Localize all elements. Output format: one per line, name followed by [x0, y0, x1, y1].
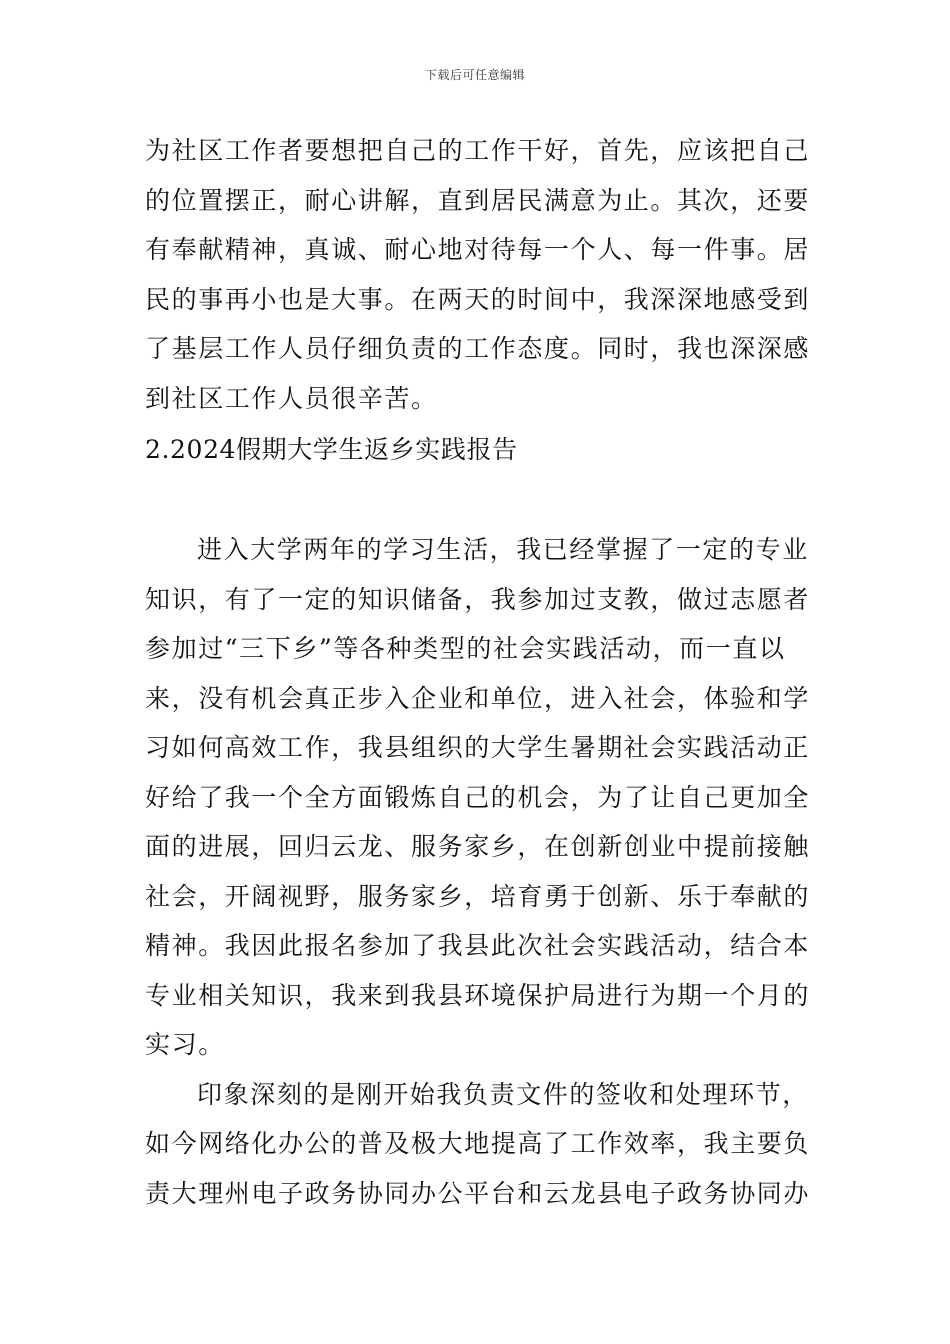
continued-paragraph — [145, 126, 810, 423]
paragraph-impression: 印象深刻的是刚开始我负责文件的签收和处理环节，如今网络化办公的普及极大地提高了工作效率，我主要负责大理州电子政务协同办公平台和云龙县电子政务协同办 — [145, 1079, 811, 1208]
paragraph-text: 为社区工作者要想把自己的工作干好，首先，应该把自己的位置摆正，耐心讲解，直到居民满意为止。其次，还要有奉献精神，真诚、耐心地对待每一个人、每一件事。居民的事再小也是大事。在两天的时间中，我深深地感受到了基层工作人员仔细负责的工作态度。同时，我也深深感到社区工作人员很辛苦。 — [145, 136, 811, 413]
paragraph-intro: 进入大学两年的学习生活，我已经掌握了一定的专业知识，有了一定的知识储备，我参加过支教，做过志愿者参加过“三下乡”等各种类型的社会实践活动，而一直以来，没有机会真正步入企业和单位，进入社会，体验和学习如何高效工作，我县组织的大学生暑期社会实践活动正好给了我一个全方面锻炼自己的机会，为了让自己更加全面的进展，回归云龙、服务家乡，在创新创业中提前接触社会，开阔视野，服务家乡，培育勇于创新、乐于奉献的精神。我因此报名参加了我县此次社会实践活动，结合本专业相关知识，我来到我县环境保护局进行为期一个月的实习。 — [145, 535, 811, 1059]
section-heading: 2.2024假期大学生返乡实践报告 — [145, 435, 518, 464]
report-body — [145, 525, 810, 1218]
header-note: 下载后可任意编辑 — [424, 68, 525, 82]
